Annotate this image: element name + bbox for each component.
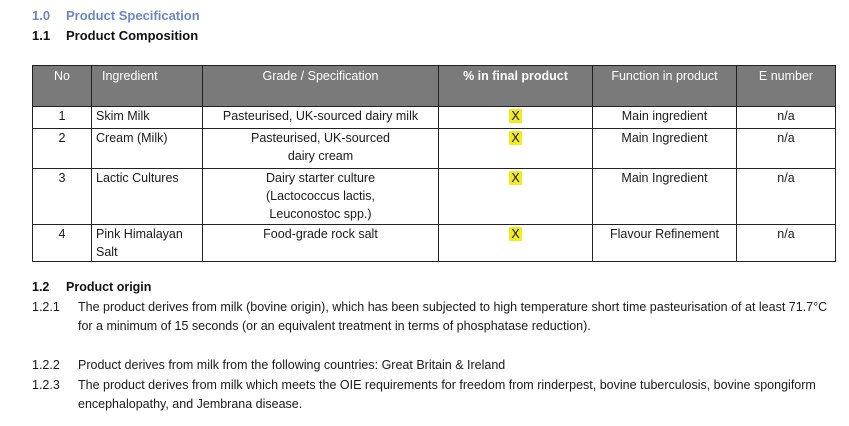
percent-placeholder: X <box>511 131 520 145</box>
header-function: Function in product <box>593 66 737 107</box>
cell-no: 1 <box>33 107 92 129</box>
cell-e-number: n/a <box>737 169 836 225</box>
cell-function: Main Ingredient <box>593 129 737 169</box>
section-heading-1-1 <box>32 28 198 43</box>
cell-ingredient: Pink Himalayan Salt <box>92 225 203 262</box>
section-heading-1-2 <box>32 280 151 294</box>
cell-function: Main Ingredient <box>593 169 737 225</box>
cell-e-number: n/a <box>737 225 836 262</box>
paragraph-text: Product derives from milk from the following countries: Great Britain & Ireland <box>78 358 506 372</box>
percent-placeholder: X <box>511 171 520 185</box>
cell-function: Flavour Refinement <box>593 225 737 262</box>
section-title: Product Specification <box>66 8 200 23</box>
section-number: 1.1 <box>32 28 51 43</box>
cell-function: Main ingredient <box>593 107 737 129</box>
percent-placeholder: X <box>511 109 520 123</box>
table-row <box>33 129 836 169</box>
percent-placeholder: X <box>511 227 520 241</box>
cell-ingredient: Lactic Cultures <box>92 169 203 225</box>
cell-percent <box>439 107 593 129</box>
section-title: Product origin <box>66 280 152 294</box>
section-heading-1-0 <box>32 8 200 23</box>
header-percent: % in final product <box>439 66 593 107</box>
cell-percent <box>439 169 593 225</box>
paragraph-text: The product derives from milk which meets the OIE requirements for freedom from rinderpest, bovine tuberculosis, bovine spongiform encephalopathy, and Jembrana disease. <box>78 378 816 411</box>
paragraph-number: 1.2.3 <box>32 378 60 392</box>
section-title: Product Composition <box>66 28 199 43</box>
cell-grade: Pasteurised, UK-sourced dairy milk <box>203 107 439 129</box>
table-row <box>33 107 836 129</box>
paragraph-number: 1.2.1 <box>32 300 60 314</box>
paragraph-1-2-2 <box>32 356 832 375</box>
header-grade: Grade / Specification <box>203 66 439 107</box>
cell-percent <box>439 129 593 169</box>
paragraph-1-2-1 <box>32 298 832 336</box>
section-number: 1.0 <box>32 8 51 23</box>
cell-grade: Food-grade rock salt <box>203 225 439 262</box>
cell-ingredient: Cream (Milk) <box>92 129 203 169</box>
header-no: No <box>33 66 92 107</box>
cell-e-number: n/a <box>737 129 836 169</box>
cell-no: 3 <box>33 169 92 225</box>
paragraph-1-2-3 <box>32 376 832 414</box>
section-number: 1.2 <box>32 280 50 294</box>
header-ingredient: Ingredient <box>92 66 203 107</box>
table-row <box>33 169 836 225</box>
table-header-row <box>33 66 836 107</box>
paragraph-text: The product derives from milk (bovine origin), which has been subjected to high temperature short time pasteurisation of at least 71.7°C for a minimum of 15 seconds (or an equivalent treatment in terms of phosphatase reduction). <box>78 300 828 333</box>
cell-no: 4 <box>33 225 92 262</box>
cell-grade: Dairy starter culture (Lactococcus lactis, Leuconostoc spp.) <box>203 169 439 225</box>
table-row <box>33 225 836 262</box>
cell-e-number: n/a <box>737 107 836 129</box>
cell-percent <box>439 225 593 262</box>
cell-grade: Pasteurised, UK-sourced dairy cream <box>203 129 439 169</box>
product-composition-table <box>32 65 836 262</box>
paragraph-number: 1.2.2 <box>32 358 60 372</box>
header-e-number: E number <box>737 66 836 107</box>
cell-ingredient: Skim Milk <box>92 107 203 129</box>
cell-no: 2 <box>33 129 92 169</box>
